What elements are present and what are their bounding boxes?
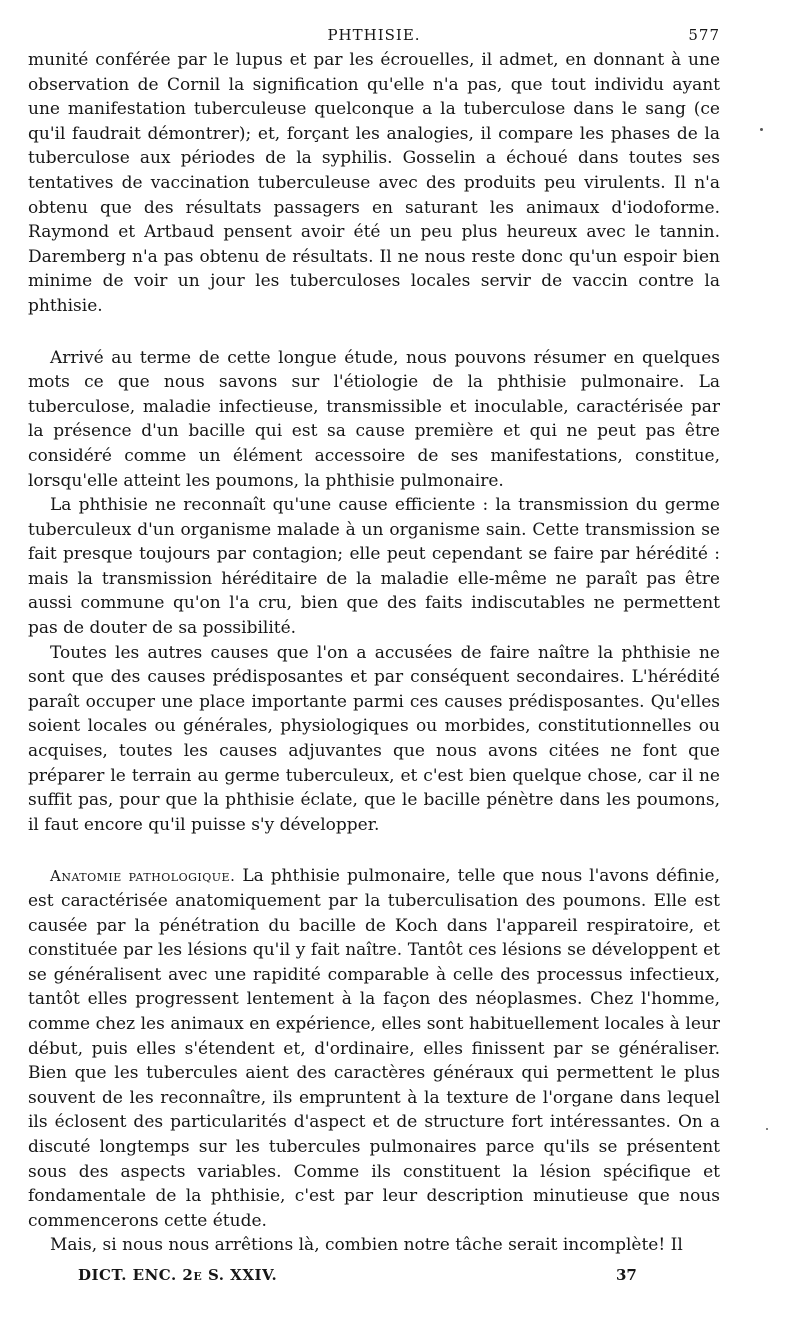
signature-mark: DICT. ENC. 2e S. XXIV.: [78, 1266, 278, 1284]
ink-speck: [760, 128, 763, 131]
book-page: [28, 26, 720, 1258]
paragraph-anatomie: [28, 864, 720, 1233]
paragraph-transmission: La phthisie ne reconnaît qu'une cause efficiente : la transmission du germe tuberculeux d'un organisme malade à un organisme sain. Cette transmission se fait presque toujours par contagion; elle peut cependant se faire par hérédité : mais la transmission héréditaire de la maladie elle-même ne paraît pas être aussi commune qu'on l'a cru, bien que des faits indiscutables ne permettent pas de douter de sa possibilité.: [28, 495, 720, 639]
page-footer: [78, 1266, 638, 1290]
running-head: [28, 26, 720, 48]
paragraph-continuation: munité conférée par le lupus et par les écrouelles, il admet, en donnant à une observation de Cornil la signification qu'elle n'a pas, que tout individu ayant une manifestation tuberculeuse quelconque a la tuberculose dans le sang (ce qu'il faudrait démontrer); et, forçant les analogies, il compare les phases de la tuberculose aux périodes de la syphilis. Gosselin a échoué dans toutes ses tentatives de vaccination tuberculeuse avec des produits peu virulents. Il n'a obtenu que des résultats passagers en saturant les animaux d'iodoforme. Raymond et Artbaud pensent avoir été un peu plus heureux avec le tannin. Daremberg n'a pas obtenu de résultats. Il ne nous reste donc qu'un espoir bien minime de voir un jour les tuberculoses locales servir de vaccin contre la phthisie.: [28, 50, 720, 316]
paragraph-closing: Mais, si nous nous arrêtions là, combien notre tâche serait incomplète! Il: [50, 1235, 683, 1256]
section-heading: Anatomie pathologique.: [50, 867, 236, 886]
running-title: PHTHISIE.: [327, 26, 421, 44]
paragraph-summary: Arrivé au terme de cette longue étude, nous pouvons résumer en quelques mots ce que nous savons sur l'étiologie de la phthisie pulmonaire. La tuberculose, maladie infectieuse, transmissible et inoculable, caractérisée par la présence d'un bacille qui est sa cause première et qui ne peut pas être considéré comme un élément accessoire de ses manifestations, constitue, lorsqu'elle atteint les poumons, la phthisie pulmonaire.: [28, 347, 720, 491]
sheet-number: 37: [616, 1266, 637, 1284]
ink-speck: [766, 1128, 768, 1130]
page-number: 577: [688, 26, 720, 44]
body-text: [28, 48, 720, 1258]
paragraph-anatomie-text: La phthisie pulmonaire, telle que nous l'avons définie, est caractérisée anatomiquement par la tuberculisation des poumons. Elle est causée par la pénétration du bacille de Koch dans l'appareil respiratoire, et constituée par les lésions qu'il y fait naître. Tantôt ces lésions se développent et se généralisent avec une rapidité comparable à celle des processus infectieux, tantôt elles progressent lentement à la façon des néoplasmes. Chez l'homme, comme chez les animaux en expérience, elles sont habituellement locales à leur début, puis elles s'étendent et, d'ordinaire, elles finissent par se généraliser. Bien que les tubercules aient des caractères généraux qui permettent le plus souvent de les reconnaître, ils empruntent à la texture de l'organe dans lequel ils éclosent des particularités d'aspect et de structure fort intéressantes. On a discuté longtemps sur les tubercules pulmonaires parce qu'ils se présentent sous des aspects variables. Comme ils constituent la lésion spécifique et fondamentale de la phthisie, c'est par leur description minutieuse que nous commencerons cette étude.: [28, 866, 720, 1231]
paragraph-predisposing-causes: Toutes les autres causes que l'on a accusées de faire naître la phthisie ne sont que des causes prédisposantes et par conséquent secondaires. L'hérédité paraît occuper une place importante parmi ces causes prédisposantes. Qu'elles soient locales ou générales, physiologiques ou morbides, constitutionnelles ou acquises, toutes les causes adjuvantes que nous avons citées ne font que préparer le terrain au germe tuberculeux, et c'est bien quelque chose, car il ne suffit pas, pour que la phthisie éclate, que le bacille pénètre dans les poumons, il faut encore qu'il puisse s'y développer.: [28, 642, 720, 835]
